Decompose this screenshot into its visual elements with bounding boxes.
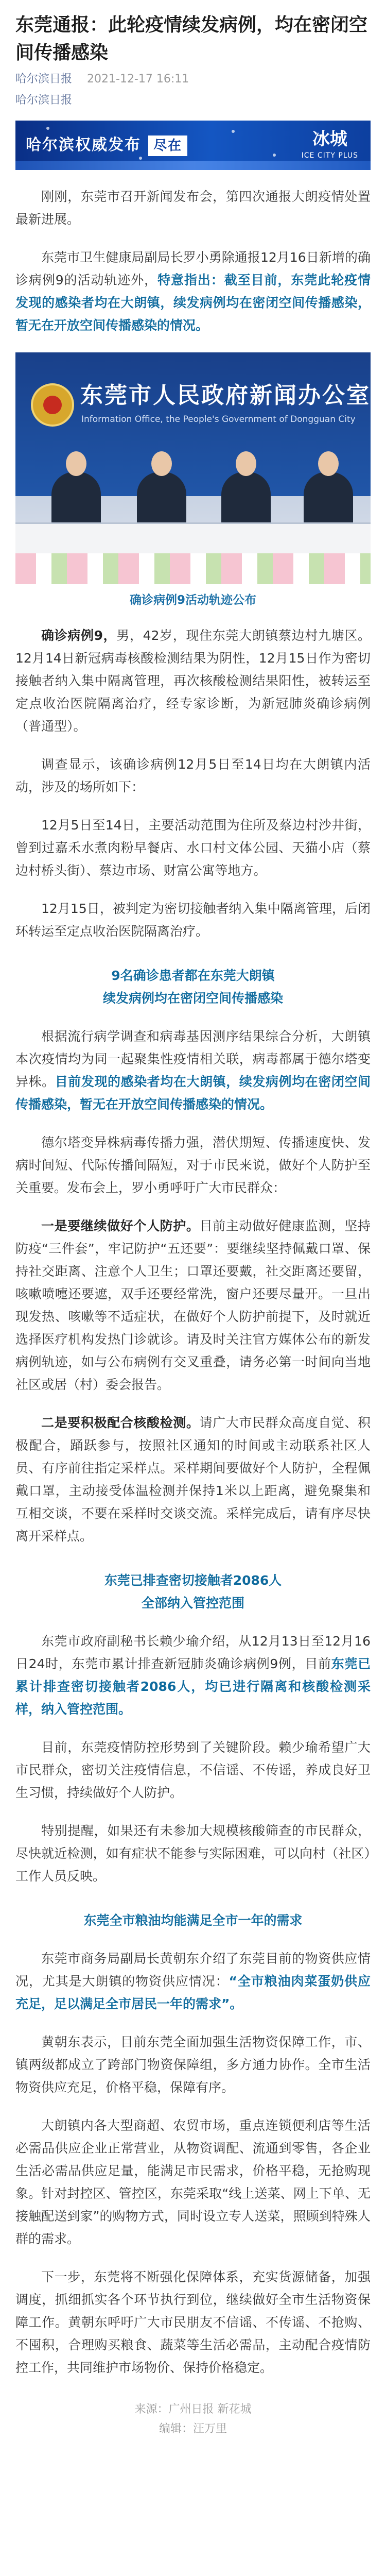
paragraph-guarantee: 黄朝东表示，目前东莞全面加强生活物资保障工作，市、镇两级都成立了跨部门物资保障组，多方通力协作。全市生活物资供应充足，价格平稳，保障有序。 xyxy=(15,2035,371,2095)
heading-text: 东莞已排查密切接触者2086人 全部纳入管控范围 xyxy=(104,1573,282,1611)
paragraph-intro: 刚刚，东莞市召开新闻发布会，第四次通报大朗疫情处置最新进展。 xyxy=(15,189,371,227)
paragraph-text: 请广大市民群众高度自觉、积极配合，踊跃参与，按照社区通知的时间或主动联系社区人员、有序前往指定采样点。采样期间要做好个人防护，全程佩戴口罩，主动接受体温检测并保持1米以上距离，避免聚集和互相交谈，不要在采样时交谈交流。采样完成后，请有序尽快离开采样点。 xyxy=(15,1415,371,1544)
highlighted-text: 目前发现的感染者均在大朗镇，续发病例均在密闭空间传播感染，暂无在开放空间传播感染的情况。 xyxy=(15,1074,371,1112)
paragraph-next-steps: 下一步，东莞将不断强化保障体系，充实货源储备，加强调度，抓细抓实各个环节执行到位，继续做好全市生活物资保障工作。黄朝东呼吁广大市民朋友不信谣、不传谣、不抢购、不囤积，合理购买粮食、蔬菜等生活必需品，主动配合疫情防控工作，共同维护市场物价、保持价格稳定。 xyxy=(15,2269,371,2375)
footer-editor: 编辑：汪万里 xyxy=(159,2422,227,2435)
paragraph-testing xyxy=(15,1412,371,1548)
ice-city-logo xyxy=(302,128,358,161)
conference-table xyxy=(15,522,371,555)
bold-text: 确诊病例9， xyxy=(41,628,117,643)
paragraph-briefing xyxy=(15,246,371,337)
snowflake-icon xyxy=(139,157,142,160)
logo-main-text: 冰城 xyxy=(312,129,347,149)
paragraph-reminder: 特别提醒，如果还有未参加大规模核酸筛查的市民群众，尽快就近检测，如有症状不能参与实际困难，可以向村（社区）工作人员反映。 xyxy=(15,1823,371,1884)
section-heading-dalang xyxy=(15,964,371,1010)
snowflake-icon xyxy=(46,127,49,130)
banner-slogan xyxy=(26,135,187,156)
photo-backdrop-title: 东莞市人民政府新闻办公室 xyxy=(80,382,371,409)
publish-time: 2021-12-17 16:11 xyxy=(87,73,189,86)
highlighted-text: 特意指出：截至目前，东莞此轮疫情发现的感染者均在大朗镇，续发病例均在密闭空间传播感染，暂无在开放空间传播感染的情况。 xyxy=(15,273,371,333)
banner-tag: 尽在 xyxy=(148,135,187,156)
highlighted-text: “全市粮油肉菜蛋奶供应充足，足以满足全市居民一年的需求”。 xyxy=(15,1974,371,2011)
banner-stripe xyxy=(15,161,371,170)
footer-source: 来源：广州日报 新花城 xyxy=(134,2403,252,2416)
bold-text: 一是要继续做好个人防护。 xyxy=(41,1218,200,1233)
photo-caption: 确诊病例9活动轨迹公布 xyxy=(129,594,256,607)
article-body xyxy=(0,1025,386,1548)
article-meta xyxy=(0,67,386,89)
logo-sub-text: ICE CITY PLUS xyxy=(301,151,358,160)
paragraph-dec5-14: 12月5日至14日，主要活动范围为住所及蔡边村沙井街，曾到过嘉禾水煮肉粉早餐店、水口村文体公园、天猫小店（蔡边村桥头街）、蔡边市场、财富公寓等地方。 xyxy=(15,818,371,878)
paragraph-text: 目前主动做好健康监测，坚持防疫“三件套”，牢记防护“五还要”：要继续坚持佩戴口罩、保持社交距离、注意个人卫生；口罩还要戴，社交距离还要留，咳嗽喷嚏还要遮，双手还要经常洗，窗户还要尽量开。一旦出现发热、咳嗽等不适症状，在做好个人防护前提下，及时就近选择医疗机构发热门诊就诊。请及时关注官方媒体公布的新发病例轨迹，如与公布病例有交叉重叠，请务必第一时间向当地社区或居（村）委会报告。 xyxy=(15,1218,371,1392)
heading-text: 东莞全市粮油均能满足全市一年的需求 xyxy=(83,1913,303,1928)
flower-arrangement xyxy=(15,553,371,584)
paragraph-text: 东莞市商务局副局长黄朝东介绍了东莞目前的物资供应情况，尤其是大朗镇的物资供应情况： xyxy=(15,1951,371,1989)
promo-banner[interactable] xyxy=(15,121,371,170)
snowflake-icon xyxy=(273,154,276,157)
paragraph-case9 xyxy=(15,624,371,738)
paragraph-text: 东莞市政府副秘书长赖少瑜介绍，从12月13日至12月16日24时，东莞市累计排查新冠肺炎确诊病例9例，目前 xyxy=(15,1634,371,1671)
article-body xyxy=(0,624,386,943)
national-emblem-icon xyxy=(31,383,74,427)
paragraph-text: 男，42岁，现住东莞大朗镇蔡边村九塘区。12月14日新冠病毒核酸检测结果为阴性，12月15日作为密切接触者纳入集中隔离管理，再次核酸检测结果阳性，被转运至定点收治医院隔离治疗，经专家诊断，为新冠肺炎确诊病例（普通型）。 xyxy=(15,628,371,734)
heading-text: 9名确诊患者都在东莞大朗镇 续发病例均在密闭空间传播感染 xyxy=(102,968,283,1006)
paragraph-text: 根据流行病学调查和病毒基因测序结果综合分析，大朗镇本次疫情均为同一起聚集性疫情相关联，病毒都属于德尔塔变异株。 xyxy=(15,1029,371,1089)
paragraph-delta: 德尔塔变异株病毒传播力强，潜伏期短、传播速度快、发病时间短、代际传播间隔短，对于市民来说，做好个人防护至关重要。发布会上，罗小勇呼吁广大市民群众： xyxy=(15,1135,371,1195)
banner-text: 哈尔滨权威发布 xyxy=(26,136,141,154)
article-title: 东莞通报：此轮疫情续发病例，均在密闭空间传播感染 xyxy=(15,14,368,63)
article-body xyxy=(0,1630,386,1888)
bold-text: 二是要积极配合核酸检测。 xyxy=(41,1415,200,1430)
source-link[interactable]: 哈尔滨日报 xyxy=(15,73,73,86)
section-heading-contacts xyxy=(15,1569,371,1615)
press-conference-photo xyxy=(15,352,371,584)
section-heading-supplies xyxy=(15,1909,371,1932)
paragraph-critical-stage: 目前，东莞疫情防控形势到了关键阶段。赖少瑜希望广大市民群众，密切关注疫情信息，不信谣、不传谣，养成良好卫生习惯，持续做好个人防护。 xyxy=(15,1740,371,1800)
article-body xyxy=(0,1947,386,2379)
article-body xyxy=(0,185,386,337)
paragraph-analysis xyxy=(15,1025,371,1116)
paragraph-supplies xyxy=(15,1947,371,2015)
snowflake-icon xyxy=(232,130,235,133)
article-footer xyxy=(0,2400,386,2439)
paragraph-investigation: 调查显示，该确诊病例12月5日至14日均在大朗镇内活动，涉及的场所如下： xyxy=(15,757,371,794)
paragraph-protection xyxy=(15,1215,371,1396)
paragraph-text: 东莞市卫生健康局副局长罗小勇除通报12月16日新增的确诊病例9的活动轨迹外， xyxy=(15,250,371,287)
photo-backdrop-subtitle: Information Office, the People's Government of Dongguan City xyxy=(81,414,356,425)
account-name-link[interactable]: 哈尔滨日报 xyxy=(15,94,73,107)
paragraph-dalang-markets: 大朗镇内各大型商超、农贸市场，重点连锁便利店等生活必需品供应企业正常营业，从物资调配、流通到零售，各企业生活必需品供应足量，能满足市民需求，价格平稳，无抢购现象。针对封控区、管控区，东莞采取“线上送菜、网上下单、无接触配送到家”的购物方式，同时设立专人送菜，照顾到特殊人群的需求。 xyxy=(15,2118,371,2246)
paragraph-dec15: 12月15日，被判定为密切接触者纳入集中隔离管理，后闭环转运至定点收治医院隔离治疗。 xyxy=(15,901,371,939)
paragraph-contacts xyxy=(15,1630,371,1721)
highlighted-text: 东莞已累计排查密切接触者2086人，均已进行隔离和核酸检测采样，纳入管控范围。 xyxy=(15,1656,371,1717)
